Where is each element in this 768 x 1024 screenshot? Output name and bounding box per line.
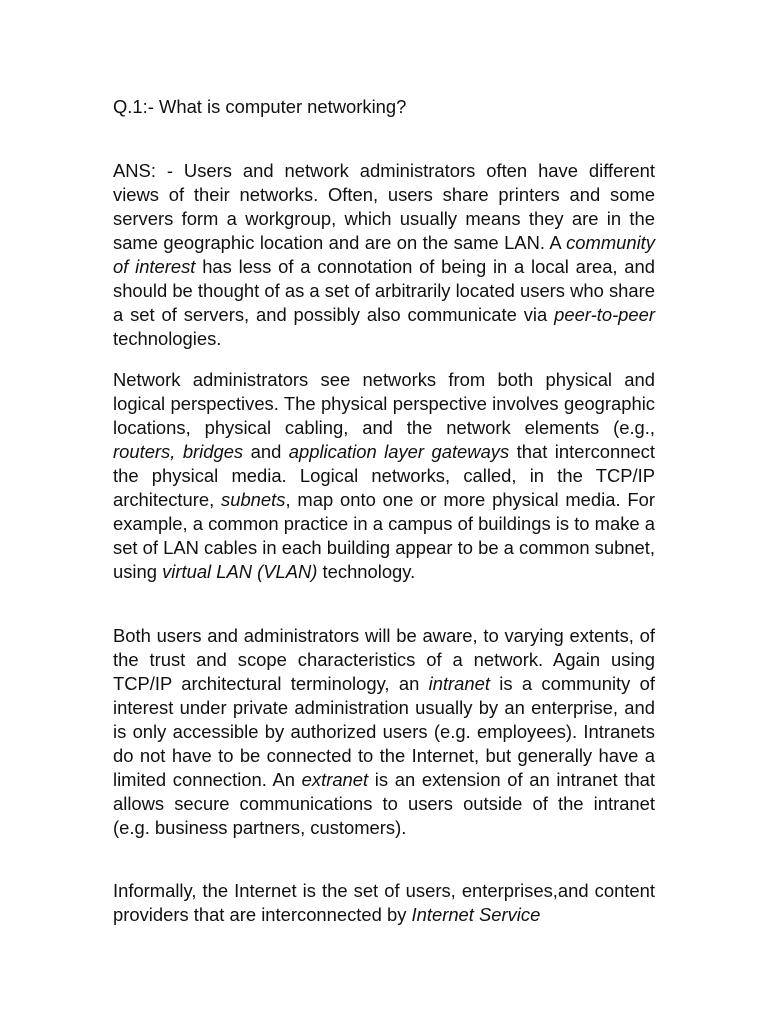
text-segment: Informally, the Internet is the set of users, enterprises,and content providers that are interconnected by <box>113 880 655 925</box>
text-segment: has less of a connotation of being in a local area, and should be thought of as a set of arbitrarily located users who share a set of servers, and possibly also communicate via <box>113 256 655 325</box>
body-paragraph <box>113 879 655 927</box>
text-segment: , map onto one or more physical media. For example, a common practice in a campus of buildings is to make a set of LAN cables in each building appear to be a common subnet, using <box>113 489 655 582</box>
question-heading: Q.1:- What is computer networking? <box>113 96 407 117</box>
italic-term: community of interest <box>113 232 655 277</box>
text-segment: technologies. <box>113 328 222 349</box>
italic-term: virtual LAN (VLAN) <box>162 561 318 582</box>
text-segment: and <box>243 441 289 462</box>
text-segment: technology. <box>317 561 416 582</box>
body-paragraph <box>113 368 655 584</box>
body-paragraph <box>113 624 655 840</box>
answer-paragraph <box>113 159 655 351</box>
text-segment: that interconnect the physical media. Logical networks, called, in the TCP/IP architecture, <box>113 441 655 510</box>
text-segment: Network administrators see networks from both physical and logical perspectives. The physical perspective involves geographic locations, physical cabling, and the network elements (e.g., <box>113 369 655 438</box>
italic-term: intranet <box>428 673 490 694</box>
italic-term: subnets <box>221 489 286 510</box>
text-segment: ANS: - Users and network administrators often have different views of their networks. Often, users share printers and some servers form a workgroup, which usually means they are in the same geographic location and are on the same LAN. A <box>113 160 655 253</box>
italic-term: peer-to-peer <box>554 304 655 325</box>
text-segment: is an extension of an intranet that allows secure communications to users outside of the intranet (e.g. business partners, customers). <box>113 769 656 838</box>
text-segment: Both users and administrators will be aware, to varying extents, of the trust and scope characteristics of a network. Again using TCP/IP architectural terminology, an <box>113 625 655 694</box>
italic-term: routers, bridges <box>113 441 244 462</box>
italic-term: Internet Service <box>411 904 541 925</box>
italic-term: application layer gateways <box>288 441 510 462</box>
italic-term: extranet <box>301 769 369 790</box>
text-segment: is a community of interest under private administration usually by an enterprise, and is only accessible by authorized users (e.g. employees). Intranets do not have to be connected to the Internet, but generally have a limited connection. An <box>113 673 655 790</box>
